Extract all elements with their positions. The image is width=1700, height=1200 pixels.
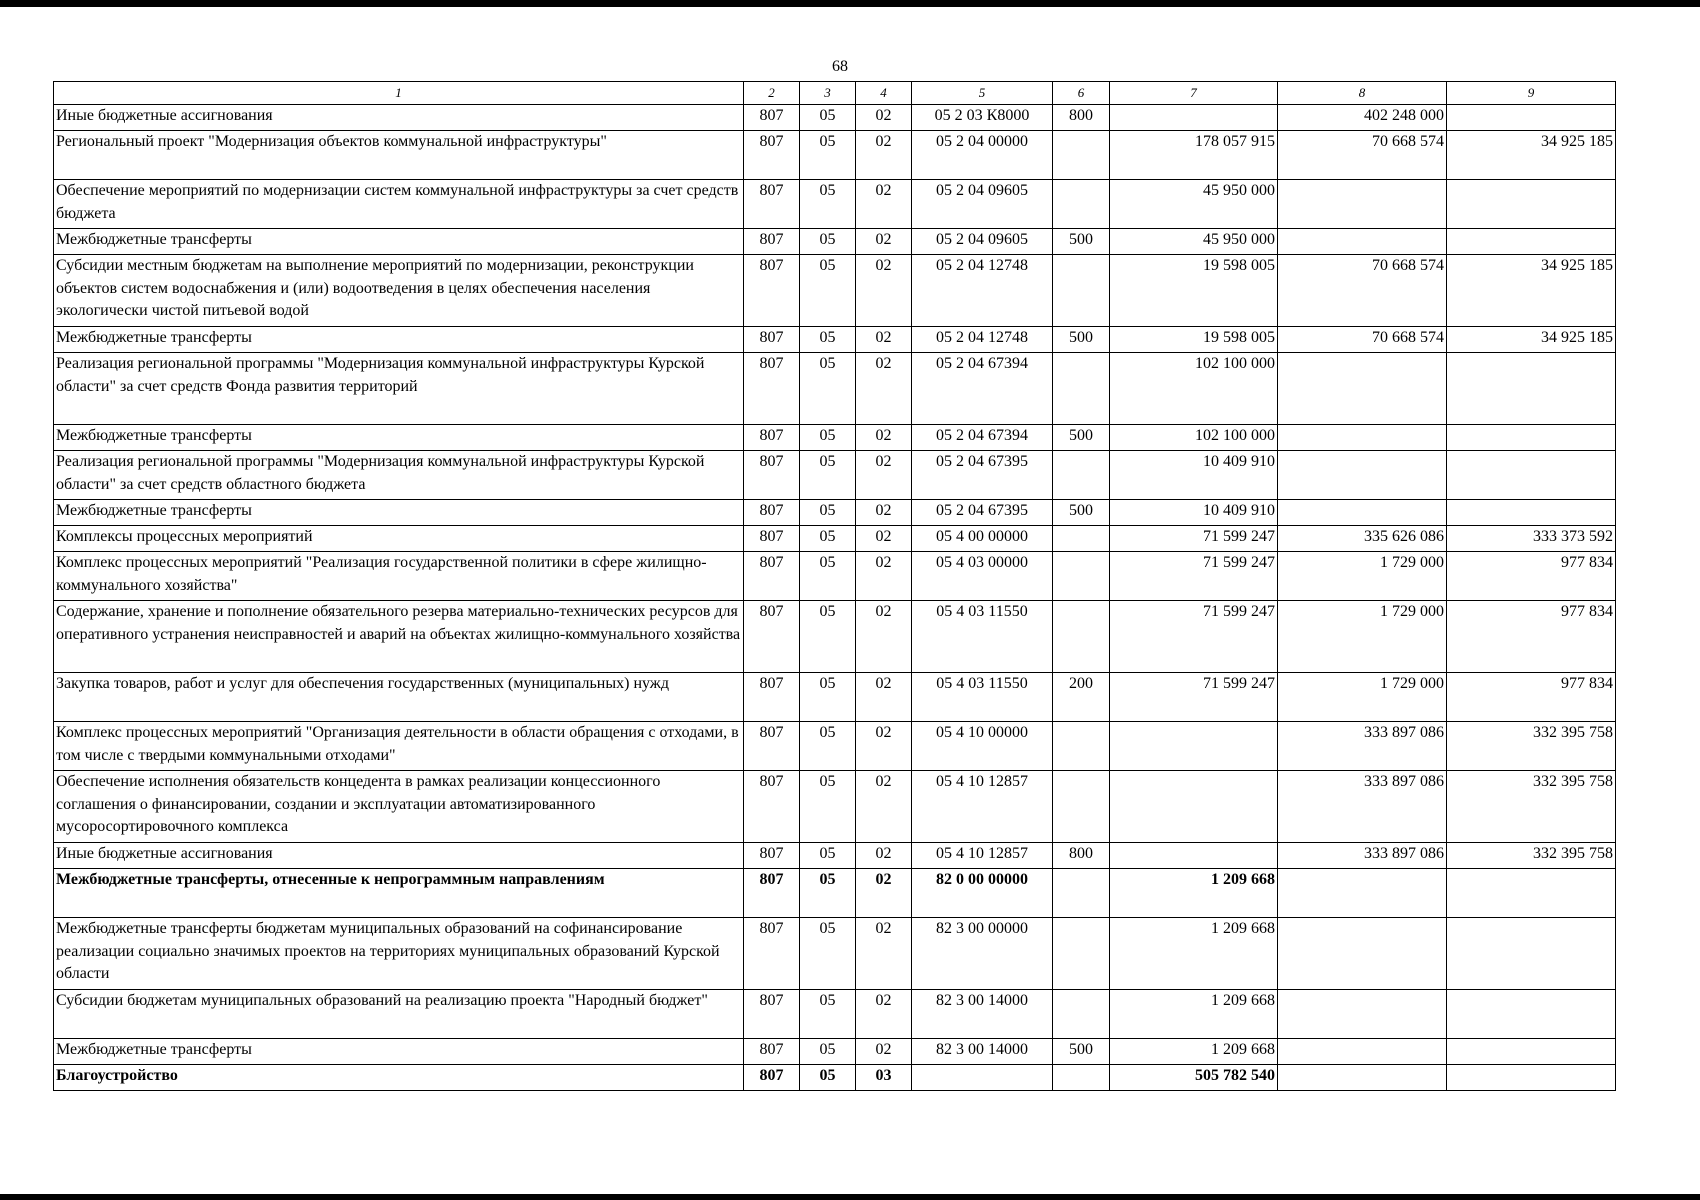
amount-col7-cell: 71 599 247 bbox=[1110, 601, 1278, 673]
row-name-cell: Межбюджетные трансферты bbox=[54, 425, 744, 451]
ministry-code-cell: 807 bbox=[744, 451, 800, 500]
amount-col8-cell: 1 729 000 bbox=[1278, 552, 1447, 601]
subsection-code-cell: 02 bbox=[856, 1039, 912, 1065]
ministry-code-cell: 807 bbox=[744, 1039, 800, 1065]
target-article-cell: 05 4 03 00000 bbox=[912, 552, 1053, 601]
amount-col9-cell bbox=[1447, 180, 1616, 229]
amount-col8-cell bbox=[1278, 990, 1447, 1039]
target-article-cell bbox=[912, 1065, 1053, 1091]
target-article-cell: 05 2 04 67394 bbox=[912, 425, 1053, 451]
row-name-cell: Содержание, хранение и пополнение обязательного резерва материально-технических ресурсов для оперативного устранения неисправностей и аварий на объектах жилищно-коммунального хозяйства bbox=[54, 601, 744, 673]
subsection-code-cell: 02 bbox=[856, 451, 912, 500]
column-header: 9 bbox=[1447, 82, 1616, 105]
target-article-cell: 05 4 10 12857 bbox=[912, 843, 1053, 869]
column-header: 8 bbox=[1278, 82, 1447, 105]
expense-type-cell bbox=[1053, 990, 1110, 1039]
amount-col9-cell bbox=[1447, 353, 1616, 425]
row-name-cell: Иные бюджетные ассигнования bbox=[54, 843, 744, 869]
expense-type-cell bbox=[1053, 918, 1110, 990]
section-code-cell: 05 bbox=[800, 327, 856, 353]
target-article-cell: 05 2 04 09605 bbox=[912, 229, 1053, 255]
expense-type-cell: 800 bbox=[1053, 105, 1110, 131]
section-code-cell: 05 bbox=[800, 425, 856, 451]
amount-col9-cell bbox=[1447, 1065, 1616, 1091]
amount-col7-cell: 102 100 000 bbox=[1110, 425, 1278, 451]
table-row bbox=[54, 1065, 1616, 1091]
row-name-cell: Благоустройство bbox=[54, 1065, 744, 1091]
row-name-cell: Комплекс процессных мероприятий "Организация деятельности в области обращения с отходами, в том числе с твердыми коммунальными отходами" bbox=[54, 722, 744, 771]
amount-col7-cell bbox=[1110, 843, 1278, 869]
target-article-cell: 05 2 04 67395 bbox=[912, 500, 1053, 526]
target-article-cell: 82 3 00 14000 bbox=[912, 990, 1053, 1039]
section-code-cell: 05 bbox=[800, 990, 856, 1039]
column-header: 4 bbox=[856, 82, 912, 105]
column-header: 1 bbox=[54, 82, 744, 105]
ministry-code-cell: 807 bbox=[744, 526, 800, 552]
section-code-cell: 05 bbox=[800, 353, 856, 425]
amount-col8-cell: 335 626 086 bbox=[1278, 526, 1447, 552]
target-article-cell: 05 2 04 09605 bbox=[912, 180, 1053, 229]
page-number: 68 bbox=[832, 58, 848, 75]
table-row bbox=[54, 601, 1616, 673]
amount-col7-cell: 178 057 915 bbox=[1110, 131, 1278, 180]
section-code-cell: 05 bbox=[800, 255, 856, 327]
subsection-code-cell: 02 bbox=[856, 327, 912, 353]
row-name-cell: Субсидии местным бюджетам на выполнение мероприятий по модернизации, реконструкции объектов систем водоснабжения и (или) водоотведения в целях обеспечения населения экологически чистой питьевой водой bbox=[54, 255, 744, 327]
expense-type-cell: 500 bbox=[1053, 327, 1110, 353]
expense-type-cell bbox=[1053, 526, 1110, 552]
subsection-code-cell: 02 bbox=[856, 552, 912, 601]
subsection-code-cell: 02 bbox=[856, 180, 912, 229]
expense-type-cell bbox=[1053, 451, 1110, 500]
table-row bbox=[54, 552, 1616, 601]
amount-col9-cell bbox=[1447, 500, 1616, 526]
amount-col7-cell: 19 598 005 bbox=[1110, 327, 1278, 353]
expense-type-cell: 500 bbox=[1053, 500, 1110, 526]
amount-col8-cell: 1 729 000 bbox=[1278, 601, 1447, 673]
amount-col7-cell bbox=[1110, 722, 1278, 771]
table-row bbox=[54, 526, 1616, 552]
row-name-cell: Межбюджетные трансферты bbox=[54, 500, 744, 526]
amount-col8-cell: 402 248 000 bbox=[1278, 105, 1447, 131]
row-name-cell: Межбюджетные трансферты bbox=[54, 229, 744, 255]
amount-col8-cell bbox=[1278, 1039, 1447, 1065]
subsection-code-cell: 02 bbox=[856, 105, 912, 131]
amount-col8-cell bbox=[1278, 918, 1447, 990]
section-code-cell: 05 bbox=[800, 451, 856, 500]
amount-col8-cell: 70 668 574 bbox=[1278, 327, 1447, 353]
table-row bbox=[54, 425, 1616, 451]
subsection-code-cell: 02 bbox=[856, 601, 912, 673]
table-body bbox=[54, 105, 1616, 1091]
ministry-code-cell: 807 bbox=[744, 552, 800, 601]
target-article-cell: 05 4 03 11550 bbox=[912, 601, 1053, 673]
row-name-cell: Комплекс процессных мероприятий "Реализация государственной политики в сфере жилищно-коммунального хозяйства" bbox=[54, 552, 744, 601]
amount-col8-cell bbox=[1278, 500, 1447, 526]
table-row bbox=[54, 673, 1616, 722]
row-name-cell: Межбюджетные трансферты, отнесенные к непрограммным направлениям bbox=[54, 869, 744, 918]
column-header: 6 bbox=[1053, 82, 1110, 105]
table-row bbox=[54, 843, 1616, 869]
target-article-cell: 05 2 03 К8000 bbox=[912, 105, 1053, 131]
amount-col8-cell bbox=[1278, 869, 1447, 918]
subsection-code-cell: 02 bbox=[856, 843, 912, 869]
ministry-code-cell: 807 bbox=[744, 425, 800, 451]
table-row bbox=[54, 500, 1616, 526]
amount-col9-cell bbox=[1447, 229, 1616, 255]
section-code-cell: 05 bbox=[800, 500, 856, 526]
amount-col9-cell bbox=[1447, 869, 1616, 918]
amount-col9-cell bbox=[1447, 1039, 1616, 1065]
subsection-code-cell: 02 bbox=[856, 425, 912, 451]
subsection-code-cell: 02 bbox=[856, 500, 912, 526]
section-code-cell: 05 bbox=[800, 552, 856, 601]
amount-col8-cell bbox=[1278, 451, 1447, 500]
ministry-code-cell: 807 bbox=[744, 255, 800, 327]
amount-col7-cell: 10 409 910 bbox=[1110, 451, 1278, 500]
table-row bbox=[54, 990, 1616, 1039]
expense-type-cell: 500 bbox=[1053, 425, 1110, 451]
subsection-code-cell: 02 bbox=[856, 869, 912, 918]
table-row bbox=[54, 1039, 1616, 1065]
section-code-cell: 05 bbox=[800, 918, 856, 990]
section-code-cell: 05 bbox=[800, 601, 856, 673]
section-code-cell: 05 bbox=[800, 1065, 856, 1091]
section-code-cell: 05 bbox=[800, 131, 856, 180]
amount-col7-cell bbox=[1110, 105, 1278, 131]
amount-col7-cell: 19 598 005 bbox=[1110, 255, 1278, 327]
subsection-code-cell: 03 bbox=[856, 1065, 912, 1091]
section-code-cell: 05 bbox=[800, 869, 856, 918]
ministry-code-cell: 807 bbox=[744, 722, 800, 771]
target-article-cell: 82 0 00 00000 bbox=[912, 869, 1053, 918]
amount-col7-cell: 71 599 247 bbox=[1110, 673, 1278, 722]
ministry-code-cell: 807 bbox=[744, 353, 800, 425]
amount-col7-cell: 71 599 247 bbox=[1110, 526, 1278, 552]
target-article-cell: 05 2 04 12748 bbox=[912, 255, 1053, 327]
target-article-cell: 05 2 04 67395 bbox=[912, 451, 1053, 500]
column-header: 2 bbox=[744, 82, 800, 105]
table-row bbox=[54, 131, 1616, 180]
amount-col7-cell: 102 100 000 bbox=[1110, 353, 1278, 425]
subsection-code-cell: 02 bbox=[856, 353, 912, 425]
row-name-cell: Реализация региональной программы "Модернизация коммунальной инфраструктуры Курской области" за счет средств Фонда развития территорий bbox=[54, 353, 744, 425]
table-row bbox=[54, 105, 1616, 131]
amount-col7-cell: 1 209 668 bbox=[1110, 990, 1278, 1039]
ministry-code-cell: 807 bbox=[744, 771, 800, 843]
amount-col9-cell: 34 925 185 bbox=[1447, 255, 1616, 327]
amount-col9-cell: 34 925 185 bbox=[1447, 131, 1616, 180]
amount-col7-cell: 505 782 540 bbox=[1110, 1065, 1278, 1091]
ministry-code-cell: 807 bbox=[744, 990, 800, 1039]
row-name-cell: Комплексы процессных мероприятий bbox=[54, 526, 744, 552]
target-article-cell: 82 3 00 14000 bbox=[912, 1039, 1053, 1065]
target-article-cell: 05 4 00 00000 bbox=[912, 526, 1053, 552]
section-code-cell: 05 bbox=[800, 180, 856, 229]
ministry-code-cell: 807 bbox=[744, 180, 800, 229]
ministry-code-cell: 807 bbox=[744, 843, 800, 869]
column-header: 7 bbox=[1110, 82, 1278, 105]
section-code-cell: 05 bbox=[800, 526, 856, 552]
amount-col7-cell: 71 599 247 bbox=[1110, 552, 1278, 601]
expense-type-cell bbox=[1053, 869, 1110, 918]
expense-type-cell bbox=[1053, 353, 1110, 425]
amount-col7-cell: 10 409 910 bbox=[1110, 500, 1278, 526]
expense-type-cell bbox=[1053, 601, 1110, 673]
amount-col9-cell bbox=[1447, 918, 1616, 990]
amount-col9-cell bbox=[1447, 105, 1616, 131]
section-code-cell: 05 bbox=[800, 771, 856, 843]
amount-col9-cell: 977 834 bbox=[1447, 601, 1616, 673]
expense-type-cell bbox=[1053, 180, 1110, 229]
section-code-cell: 05 bbox=[800, 722, 856, 771]
target-article-cell: 05 4 10 00000 bbox=[912, 722, 1053, 771]
target-article-cell: 05 2 04 00000 bbox=[912, 131, 1053, 180]
amount-col7-cell: 1 209 668 bbox=[1110, 1039, 1278, 1065]
ministry-code-cell: 807 bbox=[744, 131, 800, 180]
scan-border-top bbox=[0, 0, 1700, 7]
subsection-code-cell: 02 bbox=[856, 990, 912, 1039]
column-number-row bbox=[54, 82, 1616, 105]
row-name-cell: Межбюджетные трансферты bbox=[54, 327, 744, 353]
subsection-code-cell: 02 bbox=[856, 771, 912, 843]
amount-col9-cell: 332 395 758 bbox=[1447, 843, 1616, 869]
ministry-code-cell: 807 bbox=[744, 601, 800, 673]
table-row bbox=[54, 722, 1616, 771]
amount-col7-cell: 1 209 668 bbox=[1110, 869, 1278, 918]
amount-col8-cell bbox=[1278, 353, 1447, 425]
amount-col9-cell bbox=[1447, 425, 1616, 451]
amount-col8-cell: 333 897 086 bbox=[1278, 843, 1447, 869]
budget-table bbox=[53, 81, 1616, 1091]
amount-col8-cell: 333 897 086 bbox=[1278, 722, 1447, 771]
expense-type-cell: 500 bbox=[1053, 229, 1110, 255]
table-row bbox=[54, 229, 1616, 255]
amount-col9-cell: 977 834 bbox=[1447, 552, 1616, 601]
expense-type-cell bbox=[1053, 552, 1110, 601]
expense-type-cell bbox=[1053, 255, 1110, 327]
row-name-cell: Обеспечение исполнения обязательств концедента в рамках реализации концессионного соглашения о финансировании, создании и эксплуатации автоматизированного мусоросортировочного комплекса bbox=[54, 771, 744, 843]
expense-type-cell bbox=[1053, 722, 1110, 771]
table-row bbox=[54, 255, 1616, 327]
ministry-code-cell: 807 bbox=[744, 500, 800, 526]
table-row bbox=[54, 771, 1616, 843]
row-name-cell: Межбюджетные трансферты bbox=[54, 1039, 744, 1065]
amount-col9-cell: 34 925 185 bbox=[1447, 327, 1616, 353]
amount-col8-cell bbox=[1278, 180, 1447, 229]
column-header: 3 bbox=[800, 82, 856, 105]
amount-col9-cell: 332 395 758 bbox=[1447, 771, 1616, 843]
subsection-code-cell: 02 bbox=[856, 722, 912, 771]
expense-type-cell bbox=[1053, 771, 1110, 843]
table-row bbox=[54, 180, 1616, 229]
section-code-cell: 05 bbox=[800, 229, 856, 255]
table-row bbox=[54, 918, 1616, 990]
target-article-cell: 82 3 00 00000 bbox=[912, 918, 1053, 990]
amount-col7-cell: 1 209 668 bbox=[1110, 918, 1278, 990]
subsection-code-cell: 02 bbox=[856, 918, 912, 990]
expense-type-cell: 500 bbox=[1053, 1039, 1110, 1065]
row-name-cell: Субсидии бюджетам муниципальных образований на реализацию проекта "Народный бюджет" bbox=[54, 990, 744, 1039]
ministry-code-cell: 807 bbox=[744, 673, 800, 722]
ministry-code-cell: 807 bbox=[744, 105, 800, 131]
amount-col9-cell: 332 395 758 bbox=[1447, 722, 1616, 771]
row-name-cell: Межбюджетные трансферты бюджетам муниципальных образований на софинансирование реализации социально значимых проектов на территориях муниципальных образований Курской области bbox=[54, 918, 744, 990]
table-row bbox=[54, 353, 1616, 425]
amount-col8-cell: 333 897 086 bbox=[1278, 771, 1447, 843]
amount-col7-cell bbox=[1110, 771, 1278, 843]
ministry-code-cell: 807 bbox=[744, 1065, 800, 1091]
amount-col7-cell: 45 950 000 bbox=[1110, 229, 1278, 255]
amount-col8-cell bbox=[1278, 229, 1447, 255]
subsection-code-cell: 02 bbox=[856, 673, 912, 722]
row-name-cell: Иные бюджетные ассигнования bbox=[54, 105, 744, 131]
scan-border-bottom bbox=[0, 1194, 1700, 1200]
column-header: 5 bbox=[912, 82, 1053, 105]
row-name-cell: Обеспечение мероприятий по модернизации систем коммунальной инфраструктуры за счет средств бюджета bbox=[54, 180, 744, 229]
amount-col9-cell: 333 373 592 bbox=[1447, 526, 1616, 552]
subsection-code-cell: 02 bbox=[856, 255, 912, 327]
ministry-code-cell: 807 bbox=[744, 327, 800, 353]
amount-col8-cell: 70 668 574 bbox=[1278, 131, 1447, 180]
row-name-cell: Закупка товаров, работ и услуг для обеспечения государственных (муниципальных) нужд bbox=[54, 673, 744, 722]
table-row bbox=[54, 869, 1616, 918]
section-code-cell: 05 bbox=[800, 843, 856, 869]
subsection-code-cell: 02 bbox=[856, 229, 912, 255]
section-code-cell: 05 bbox=[800, 105, 856, 131]
expense-type-cell: 800 bbox=[1053, 843, 1110, 869]
table-row bbox=[54, 327, 1616, 353]
amount-col8-cell: 1 729 000 bbox=[1278, 673, 1447, 722]
section-code-cell: 05 bbox=[800, 673, 856, 722]
expense-type-cell bbox=[1053, 1065, 1110, 1091]
target-article-cell: 05 4 10 12857 bbox=[912, 771, 1053, 843]
section-code-cell: 05 bbox=[800, 1039, 856, 1065]
table-row bbox=[54, 451, 1616, 500]
target-article-cell: 05 4 03 11550 bbox=[912, 673, 1053, 722]
amount-col8-cell bbox=[1278, 425, 1447, 451]
row-name-cell: Реализация региональной программы "Модернизация коммунальной инфраструктуры Курской области" за счет средств областного бюджета bbox=[54, 451, 744, 500]
amount-col9-cell bbox=[1447, 990, 1616, 1039]
amount-col8-cell: 70 668 574 bbox=[1278, 255, 1447, 327]
row-name-cell: Региональный проект "Модернизация объектов коммунальной инфраструктуры" bbox=[54, 131, 744, 180]
subsection-code-cell: 02 bbox=[856, 526, 912, 552]
expense-type-cell bbox=[1053, 131, 1110, 180]
amount-col9-cell bbox=[1447, 451, 1616, 500]
ministry-code-cell: 807 bbox=[744, 918, 800, 990]
subsection-code-cell: 02 bbox=[856, 131, 912, 180]
target-article-cell: 05 2 04 12748 bbox=[912, 327, 1053, 353]
amount-col7-cell: 45 950 000 bbox=[1110, 180, 1278, 229]
expense-type-cell: 200 bbox=[1053, 673, 1110, 722]
amount-col8-cell bbox=[1278, 1065, 1447, 1091]
ministry-code-cell: 807 bbox=[744, 229, 800, 255]
target-article-cell: 05 2 04 67394 bbox=[912, 353, 1053, 425]
amount-col9-cell: 977 834 bbox=[1447, 673, 1616, 722]
ministry-code-cell: 807 bbox=[744, 869, 800, 918]
